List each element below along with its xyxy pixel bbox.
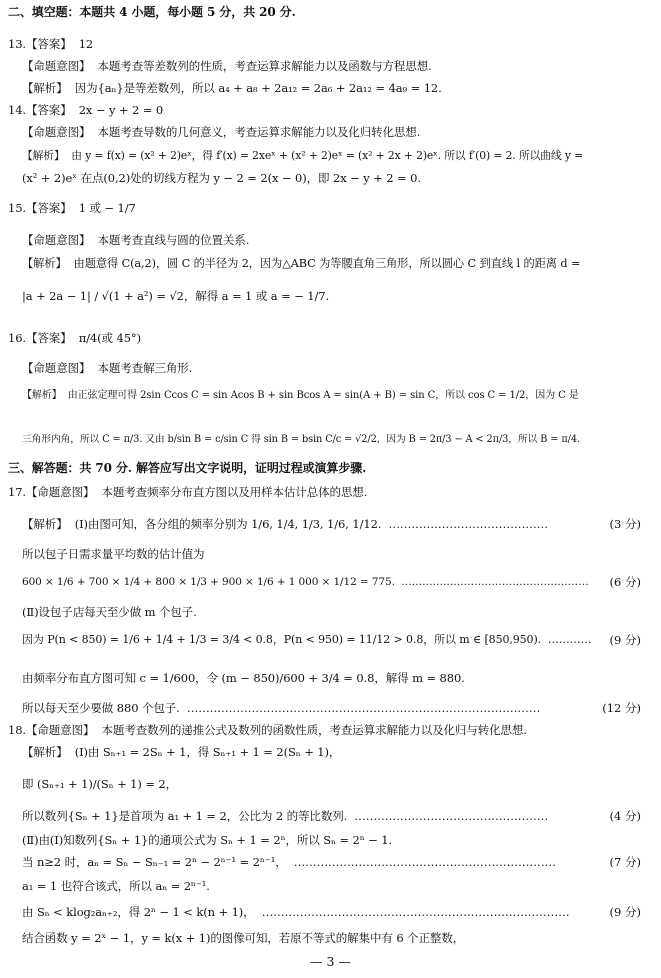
score-marker: (6 分) bbox=[609, 575, 641, 589]
text-line: 17.【命题意图】 本题考查频率分布直方图以及用样本估计总体的思想. bbox=[8, 485, 368, 499]
score-marker: (9 分) bbox=[609, 905, 641, 919]
text-line: 13.【答案】 12 bbox=[8, 37, 94, 51]
text-line: (Ⅱ)由(Ⅰ)知数列{Sₙ + 1}的通项公式为 Sₙ + 1 = 2ⁿ，所以 Sₙ = 2ⁿ − 1. bbox=[22, 833, 393, 847]
section-heading: 三、解答题：共 70 分. 解答应写出文字说明，证明过程或演算步骤. bbox=[8, 461, 367, 475]
text-line: 【解析】 因为{aₙ}是等差数列，所以 a₄ + a₈ + 2a₁₂ = 2a₆ + 2a₁₂ = 4a₉ = 12. bbox=[22, 81, 442, 95]
text-line: (x² + 2)eˣ 在点(0,2)处的切线方程为 y − 2 = 2(x − 0)，即 2x − y + 2 = 0. bbox=[22, 171, 421, 185]
score-marker: (7 分) bbox=[609, 855, 641, 869]
text-line: (Ⅱ)设包子店每天至少做 m 个包子. bbox=[22, 605, 197, 619]
text-line: 所以数列{Sₙ + 1}是首项为 a₁ + 1 = 2，公比为 2 的等比数列. …………………………………………… bbox=[22, 809, 549, 823]
score-marker: (9 分) bbox=[609, 633, 641, 647]
score-marker: (3 分) bbox=[609, 517, 641, 531]
text-line: 【命题意图】 本题考查解三角形. bbox=[22, 361, 193, 375]
text-line: a₁ = 1 也符合该式，所以 aₙ = 2ⁿ⁻¹. bbox=[22, 879, 210, 893]
text-line: 【解析】 由题意得 C(a,2)，圆 C 的半径为 2，因为△ABC 为等腰直角三角形，所以圆心 C 到直线 l 的距离 d = bbox=[22, 257, 581, 270]
section-heading: 二、填空题：本题共 4 小题，每小题 5 分，共 20 分. bbox=[8, 5, 296, 19]
score-marker: (4 分) bbox=[609, 809, 641, 823]
text-line: 即 (Sₙ₊₁ + 1)/(Sₙ + 1) = 2， bbox=[22, 777, 178, 791]
text-line: 【解析】 由 y = f(x) = (x² + 2)eˣ，得 f′(x) = 2xeˣ + (x² + 2)eˣ = (x² + 2x + 2)eˣ. 所以 f′(0) = 2. 所以曲线 y = bbox=[22, 149, 584, 162]
text-line: 15.【答案】 1 或 − 1/7 bbox=[8, 201, 136, 215]
text-line: 当 n≥2 时，aₙ = Sₙ − Sₙ₋₁ = 2ⁿ − 2ⁿ⁻¹ = 2ⁿ⁻¹， …………………………………………………………… bbox=[22, 855, 556, 869]
text-line: 因为 P(n < 850) = 1/6 + 1/4 + 1/3 = 3/4 < 0.8，P(n < 950) = 11/12 > 0.8，所以 m ∈ [850,950). ………… bbox=[22, 633, 592, 646]
text-line: 由 Sₙ < klog₂aₙ₊₂，得 2ⁿ − 1 < k(n + 1)， ……………………………………………………………………… bbox=[22, 905, 570, 919]
text-line: 结合函数 y = 2ˣ − 1，y = k(x + 1)的图像可知，若原不等式的解集中有 6 个正整数， bbox=[22, 931, 465, 945]
text-line: 600 × 1/6 + 700 × 1/4 + 800 × 1/3 + 900 × 1/6 + 1 000 × 1/12 = 775. ……………………………………………… bbox=[22, 576, 589, 588]
text-line: 【命题意图】 本题考查导数的几何意义，考查运算求解能力以及化归转化思想. bbox=[22, 125, 421, 139]
text-line: 14.【答案】 2x − y + 2 = 0 bbox=[8, 103, 164, 117]
text-line: |a + 2a − 1| / √(1 + a²) = √2，解得 a = 1 或 a = − 1/7. bbox=[22, 289, 330, 303]
text-line: 三角形内角，所以 C = π/3. 又由 b/sin B = c/sin C 得 sin B = bsin C/c = √2/2，因为 B = 2π/3 − A < 2π/3，所以 B = π/4. bbox=[22, 434, 580, 445]
text-line: 由频率分布直方图可知 c = 1/600，令 (m − 850)/600 + 3/4 = 0.8，解得 m = 880. bbox=[22, 671, 465, 685]
text-line: 【解析】 (Ⅰ)由 Sₙ₊₁ = 2Sₙ + 1，得 Sₙ₊₁ + 1 = 2(Sₙ + 1)， bbox=[22, 745, 341, 759]
text-line: 【命题意图】 本题考查直线与圆的位置关系. bbox=[22, 233, 250, 247]
text-line: 【解析】 (Ⅰ)由图可知，各分组的频率分别为 1/6, 1/4, 1/3, 1/6, 1/12. …………………………………… bbox=[22, 517, 549, 531]
text-line: 【命题意图】 本题考查等差数列的性质，考查运算求解能力以及函数与方程思想. bbox=[22, 59, 432, 73]
text-line: 【解析】 由正弦定理可得 2sin Ccos C = sin Acos B + sin Bcos A = sin(A + B) = sin C，所以 cos C = 1/2，因为 C 是 bbox=[22, 390, 579, 401]
score-marker: (12 分) bbox=[602, 701, 641, 715]
text-line: 所以每天至少要做 880 个包子. ………………………………………………………………………………… bbox=[22, 701, 541, 715]
text-line: 所以包子日需求量平均数的估计值为 bbox=[22, 547, 205, 561]
text-line: 18.【命题意图】 本题考查数列的递推公式及数列的函数性质，考查运算求解能力以及化归与转化思想. bbox=[8, 723, 527, 737]
text-line: 16.【答案】 π/4(或 45°) bbox=[8, 331, 141, 345]
page-number: — 3 — bbox=[310, 954, 351, 969]
